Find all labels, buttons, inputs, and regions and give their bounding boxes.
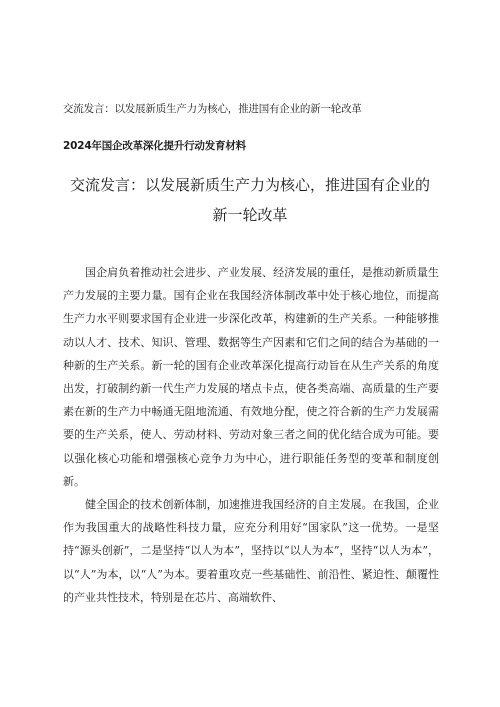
document-title (40, 170, 460, 230)
paragraph: 国企肩负着推动社会进步、产业发展、经济发展的重任，是推动新质量生产力发展的主要力量。国有企业在我国经济体制改革中处于核心地位，而提高生产力水平则要求国有企业进一步深化改革，构建新的生产关系。一种能够推动以人才、技术、知识、管理、数据等生产因素和它们之间的结合为基础的一种新的生产关系。新一轮的国有企业改革深化提高行动旨在从生产关系的角度出发，打破制约新一代生产力发展的堵点卡点，使各类高端、高质量的生产要素在新的生产力中畅通无阻地流通、有效地分配，使之符合新的生产力发展需要的生产关系，使人、劳动材料、劳动对象三者之间的优化结合成为可能。要以强化核心功能和增强核心竞争力为中心，进行职能任务型的变革和制度创新。 (63, 266, 439, 488)
title-line-2: 新一轮改革 (212, 206, 288, 224)
document-body (63, 261, 439, 609)
paragraph: 健全国企的技术创新体制，加速推进我国经济的自主发展。在我国，企业作为我国重大的战略性科技力量，应充分利用好“国家队”这一优势。一是坚持“源头创新”，二是坚持“以人为本”，坚持以“以人为本”，坚持“以人为本”，以“人”为本，以“人”为本。要着重攻克一些基础性、前沿性、紧迫性、颠覆性的产业共性技术，特别是在芯片、高端软件、 (63, 498, 439, 604)
title-line-1: 交流发言：以发展新质生产力为核心，推进国有企业的 (69, 176, 430, 194)
header-subtitle-line: 2024年国企改革深化提升行动发育材料 (63, 140, 246, 152)
header-title-line: 交流发言：以发展新质生产力为核心，推进国有企业的新一轮改革 (63, 103, 362, 115)
